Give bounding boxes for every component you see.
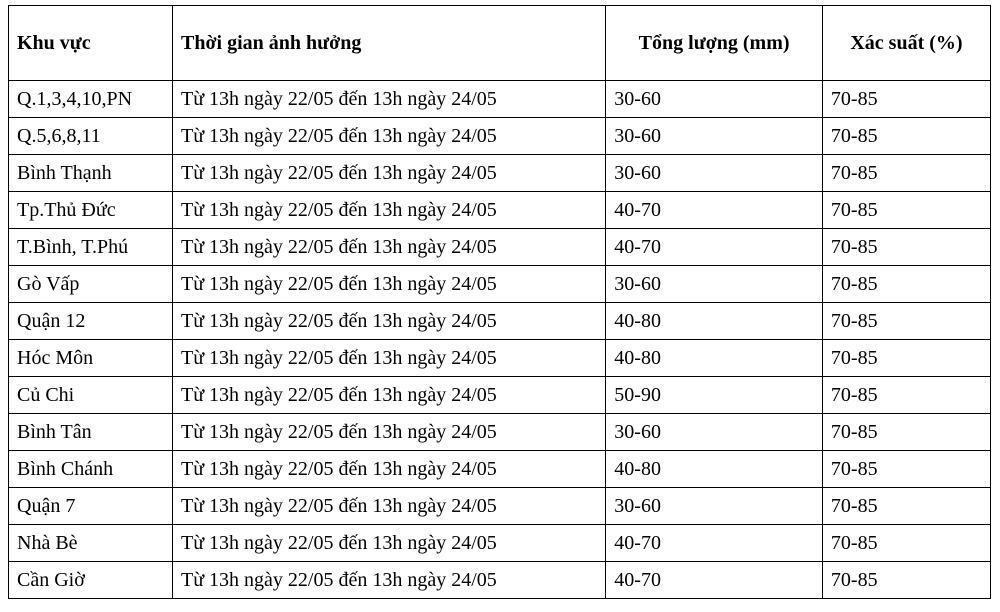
cell-area: Bình Chánh bbox=[9, 451, 173, 488]
cell-time: Từ 13h ngày 22/05 đến 13h ngày 24/05 bbox=[173, 488, 606, 525]
cell-probability: 70-85 bbox=[822, 266, 990, 303]
cell-time: Từ 13h ngày 22/05 đến 13h ngày 24/05 bbox=[173, 155, 606, 192]
cell-time: Từ 13h ngày 22/05 đến 13h ngày 24/05 bbox=[173, 377, 606, 414]
cell-area: Hóc Môn bbox=[9, 340, 173, 377]
table-row bbox=[9, 340, 991, 377]
cell-probability: 70-85 bbox=[822, 303, 990, 340]
cell-time: Từ 13h ngày 22/05 đến 13h ngày 24/05 bbox=[173, 118, 606, 155]
cell-time: Từ 13h ngày 22/05 đến 13h ngày 24/05 bbox=[173, 414, 606, 451]
table-row bbox=[9, 525, 991, 562]
table-row bbox=[9, 562, 991, 599]
cell-area: Bình Thạnh bbox=[9, 155, 173, 192]
cell-amount: 30-60 bbox=[606, 414, 823, 451]
cell-probability: 70-85 bbox=[822, 377, 990, 414]
header-amount: Tổng lượng (mm) bbox=[606, 6, 823, 81]
cell-amount: 40-80 bbox=[606, 340, 823, 377]
cell-amount: 40-70 bbox=[606, 229, 823, 266]
cell-time: Từ 13h ngày 22/05 đến 13h ngày 24/05 bbox=[173, 340, 606, 377]
table-row bbox=[9, 155, 991, 192]
cell-probability: 70-85 bbox=[822, 155, 990, 192]
cell-probability: 70-85 bbox=[822, 562, 990, 599]
header-area: Khu vực bbox=[9, 6, 173, 81]
table-row bbox=[9, 377, 991, 414]
cell-time: Từ 13h ngày 22/05 đến 13h ngày 24/05 bbox=[173, 266, 606, 303]
table-row bbox=[9, 229, 991, 266]
cell-area: Cần Giờ bbox=[9, 562, 173, 599]
cell-time: Từ 13h ngày 22/05 đến 13h ngày 24/05 bbox=[173, 451, 606, 488]
header-probability: Xác suất (%) bbox=[822, 6, 990, 81]
cell-area: Bình Tân bbox=[9, 414, 173, 451]
cell-probability: 70-85 bbox=[822, 414, 990, 451]
cell-amount: 40-70 bbox=[606, 192, 823, 229]
cell-area: Củ Chi bbox=[9, 377, 173, 414]
cell-amount: 40-80 bbox=[606, 303, 823, 340]
cell-amount: 30-60 bbox=[606, 81, 823, 118]
cell-probability: 70-85 bbox=[822, 118, 990, 155]
cell-area: T.Bình, T.Phú bbox=[9, 229, 173, 266]
cell-amount: 30-60 bbox=[606, 266, 823, 303]
cell-amount: 30-60 bbox=[606, 118, 823, 155]
cell-time: Từ 13h ngày 22/05 đến 13h ngày 24/05 bbox=[173, 229, 606, 266]
table-row bbox=[9, 451, 991, 488]
cell-probability: 70-85 bbox=[822, 340, 990, 377]
cell-area: Quận 7 bbox=[9, 488, 173, 525]
cell-probability: 70-85 bbox=[822, 451, 990, 488]
cell-probability: 70-85 bbox=[822, 229, 990, 266]
header-time: Thời gian ảnh hưởng bbox=[173, 6, 606, 81]
cell-amount: 40-80 bbox=[606, 451, 823, 488]
cell-probability: 70-85 bbox=[822, 525, 990, 562]
cell-area: Q.1,3,4,10,PN bbox=[9, 81, 173, 118]
table-row bbox=[9, 266, 991, 303]
table-row bbox=[9, 81, 991, 118]
table-body bbox=[9, 81, 991, 599]
cell-time: Từ 13h ngày 22/05 đến 13h ngày 24/05 bbox=[173, 303, 606, 340]
cell-time: Từ 13h ngày 22/05 đến 13h ngày 24/05 bbox=[173, 562, 606, 599]
table-row bbox=[9, 414, 991, 451]
table-row bbox=[9, 488, 991, 525]
cell-amount: 40-70 bbox=[606, 562, 823, 599]
cell-area: Gò Vấp bbox=[9, 266, 173, 303]
rainfall-forecast-table bbox=[8, 5, 991, 599]
cell-area: Nhà Bè bbox=[9, 525, 173, 562]
cell-amount: 40-70 bbox=[606, 525, 823, 562]
table-header bbox=[9, 6, 991, 81]
cell-probability: 70-85 bbox=[822, 192, 990, 229]
cell-amount: 50-90 bbox=[606, 377, 823, 414]
cell-amount: 30-60 bbox=[606, 155, 823, 192]
cell-amount: 30-60 bbox=[606, 488, 823, 525]
table-row bbox=[9, 118, 991, 155]
table-row bbox=[9, 303, 991, 340]
cell-probability: 70-85 bbox=[822, 81, 990, 118]
cell-area: Q.5,6,8,11 bbox=[9, 118, 173, 155]
cell-time: Từ 13h ngày 22/05 đến 13h ngày 24/05 bbox=[173, 192, 606, 229]
cell-probability: 70-85 bbox=[822, 488, 990, 525]
header-row bbox=[9, 6, 991, 81]
table-row bbox=[9, 192, 991, 229]
cell-area: Quận 12 bbox=[9, 303, 173, 340]
cell-area: Tp.Thủ Đức bbox=[9, 192, 173, 229]
cell-time: Từ 13h ngày 22/05 đến 13h ngày 24/05 bbox=[173, 81, 606, 118]
cell-time: Từ 13h ngày 22/05 đến 13h ngày 24/05 bbox=[173, 525, 606, 562]
